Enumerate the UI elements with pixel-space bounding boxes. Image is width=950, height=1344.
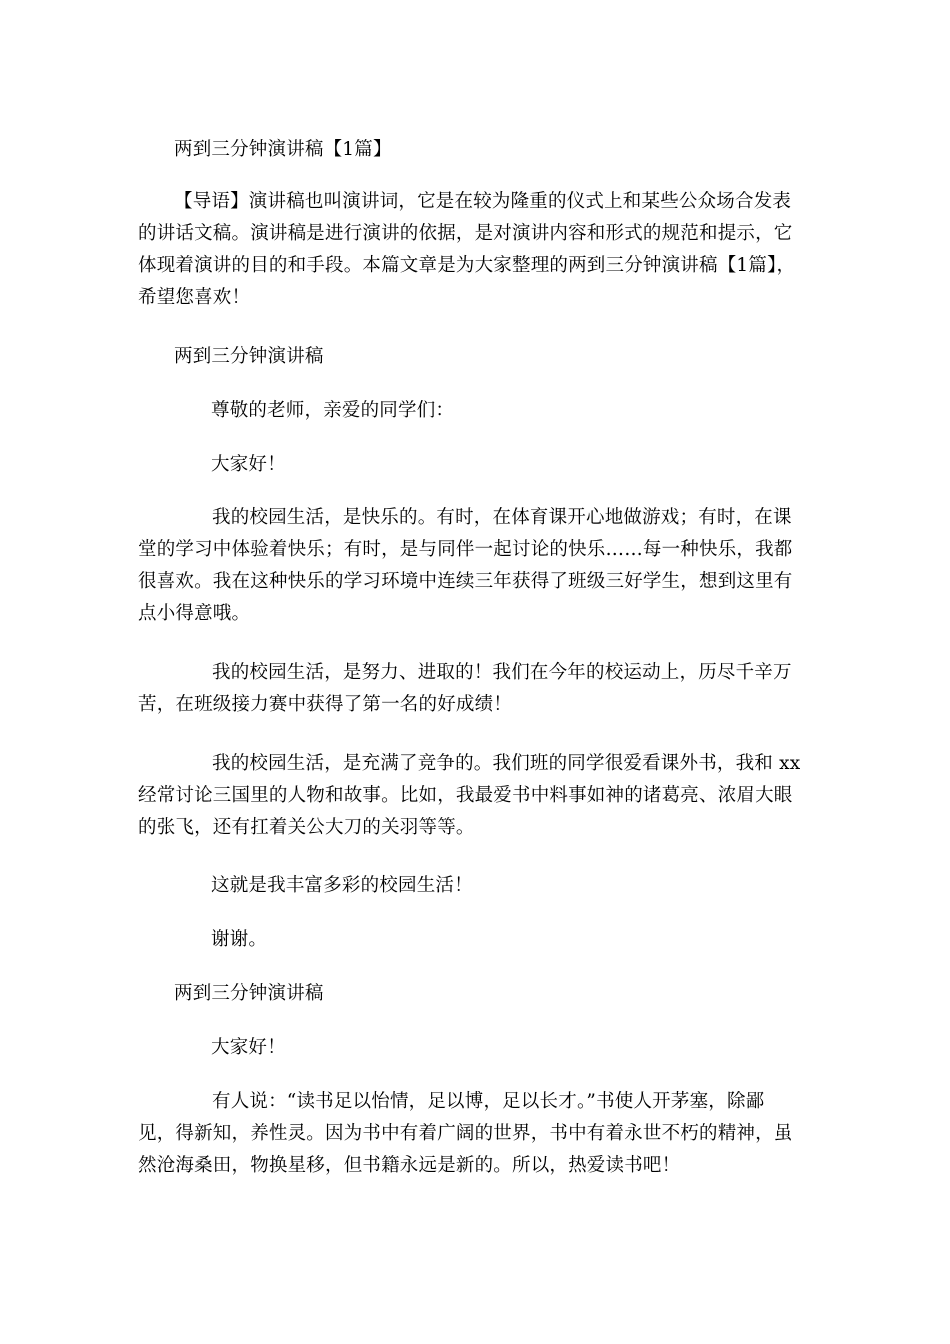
- paragraph-line: 堂的学习中体验着快乐；有时，是与同伴一起讨论的快乐……每一种快乐，我都: [138, 539, 793, 560]
- intro-paragraph: [138, 186, 810, 314]
- speech2-paragraph-1: [138, 1086, 810, 1182]
- intro-line: 希望您喜欢！: [138, 287, 251, 308]
- paragraph-line: 经常讨论三国里的人物和故事。比如，我最爱书中料事如神的诸葛亮、浓眉大眼: [138, 785, 793, 806]
- speech1-closing: 这就是我丰富多彩的校园生活！: [211, 875, 473, 896]
- speech1-greeting: 大家好！: [211, 454, 286, 475]
- paragraph-line: 我的校园生活，是充满了竞争的。我们班的同学很爱看课外书，我和 xx: [212, 753, 801, 774]
- paragraph-line: 我的校园生活，是努力、进取的！我们在今年的校运动上，历尽千辛万: [212, 662, 792, 683]
- speech1-heading: 两到三分钟演讲稿: [174, 346, 324, 367]
- speech1-paragraph-1: [138, 502, 810, 630]
- speech1-salutation: 尊敬的老师，亲爱的同学们：: [211, 400, 455, 421]
- speech2-heading: 两到三分钟演讲稿: [174, 983, 324, 1004]
- speech1-paragraph-2: [138, 657, 810, 721]
- paragraph-line: 有人说：“读书足以怡情，足以博，足以长才。”书使人开茅塞，除鄙: [212, 1091, 765, 1112]
- document-title: 两到三分钟演讲稿【1篇】: [174, 139, 392, 160]
- paragraph-line: 见，得新知，养性灵。因为书中有着广阔的世界，书中有着永世不朽的精神，虽: [138, 1123, 793, 1144]
- intro-line: 体现着演讲的目的和手段。本篇文章是为大家整理的两到三分钟演讲稿【1篇】，: [138, 255, 796, 276]
- speech1-paragraph-3: [138, 748, 810, 844]
- paragraph-line: 很喜欢。我在这种快乐的学习环境中连续三年获得了班级三好学生，想到这里有: [138, 571, 793, 592]
- paragraph-line: 的张飞，还有扛着关公大刀的关羽等等。: [138, 817, 475, 838]
- paragraph-line: 然沧海桑田，物换星移，但书籍永远是新的。所以，热爱读书吧！: [138, 1155, 681, 1176]
- paragraph-line: 点小得意哦。: [138, 603, 251, 624]
- paragraph-line: 苦，在班级接力赛中获得了第一名的好成绩！: [138, 694, 513, 715]
- speech1-thanks: 谢谢。: [211, 929, 268, 950]
- intro-line: 的讲话文稿。演讲稿是进行演讲的依据，是对演讲内容和形式的规范和提示，它: [138, 223, 793, 244]
- speech2-greeting: 大家好！: [211, 1037, 286, 1058]
- paragraph-line: 我的校园生活，是快乐的。有时，在体育课开心地做游戏；有时，在课: [212, 507, 792, 528]
- intro-line: 【导语】演讲稿也叫演讲词，它是在较为隆重的仪式上和某些公众场合发表: [174, 191, 792, 212]
